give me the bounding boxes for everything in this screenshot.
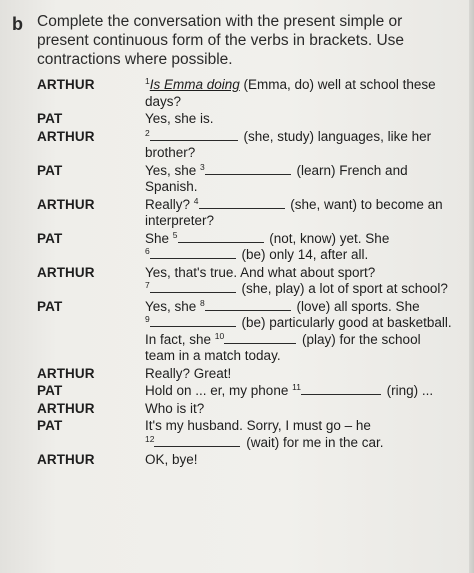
answer-blank[interactable] (199, 197, 285, 209)
speech-text (145, 163, 453, 196)
speech-text (145, 299, 453, 365)
speech-segment: (she, want) to become an interpreter? (145, 196, 443, 228)
gap-number: 1 (145, 76, 150, 86)
speech-segment: Yes, that's true. And what about sport? (145, 264, 376, 280)
speech-segment: (be) particularly good at basketball. In fact, she (145, 315, 452, 347)
conversation-turn (37, 111, 457, 128)
speaker-name: ARTHUR (37, 128, 95, 144)
answer-blank[interactable] (150, 281, 236, 293)
answer-blank[interactable] (205, 299, 291, 311)
answer-blank[interactable] (150, 129, 238, 141)
speaker-name: ARTHUR (37, 77, 95, 92)
conversation (37, 77, 457, 470)
speaker-name: ARTHUR (37, 400, 95, 416)
speech-text (145, 383, 453, 400)
speech-segment: (she, play) a lot of sport at school? (237, 281, 448, 296)
conversation-turn (37, 452, 457, 469)
gap-number: 12 (145, 433, 155, 444)
speech-segment: (love) all sports. She (292, 298, 420, 314)
speaker-name: PAT (37, 162, 63, 178)
gap-number: 11 (292, 382, 301, 392)
speech-segment: Yes, she is. (145, 111, 214, 126)
speech-text (145, 418, 453, 451)
speech-segment: Really? Great! (145, 365, 232, 381)
gap-number: 4 (193, 195, 199, 206)
gap-number: 6 (145, 246, 150, 256)
speech-text (145, 111, 453, 128)
example-answer: Is Emma doing (149, 77, 240, 92)
gap-number: 5 (172, 229, 178, 240)
speech-text (145, 366, 453, 383)
conversation-turn (37, 163, 457, 196)
answer-blank[interactable] (205, 163, 291, 175)
speech-text (145, 231, 453, 264)
answer-blank[interactable] (178, 231, 264, 243)
speech-segment: Hold on ... er, my phone (145, 383, 293, 398)
speech-segment: Yes, she (145, 298, 201, 314)
speech-text (145, 452, 453, 469)
speech-segment: She (145, 230, 173, 246)
speech-segment: Really? (145, 196, 194, 212)
speaker-name: PAT (37, 418, 63, 433)
answer-blank[interactable] (224, 332, 296, 344)
speech-text (145, 265, 453, 298)
speech-segment: (wait) for me in the car. (242, 434, 384, 450)
speech-segment: (Emma, do) well at school these days? (145, 77, 436, 109)
speaker-name: PAT (37, 298, 63, 314)
speech-text (145, 129, 453, 162)
speech-segment: (ring) ... (382, 383, 434, 398)
conversation-turn (37, 129, 457, 162)
speech-segment: Yes, she (145, 162, 201, 178)
conversation-turn (37, 299, 457, 365)
speech-segment: (play) for the school team in a match today. (145, 331, 421, 363)
conversation-turn (37, 418, 457, 451)
speech-text (145, 401, 453, 418)
speech-segment: Who is it? (145, 400, 205, 416)
speaker-name: ARTHUR (37, 264, 95, 280)
conversation-turn (37, 265, 457, 298)
speaker-name: PAT (37, 111, 63, 126)
conversation-turn (37, 401, 457, 418)
gap-number: 9 (145, 314, 150, 324)
speech-segment: (not, know) yet. She (265, 230, 390, 246)
speech-segment: (learn) French and Spanish. (145, 162, 408, 194)
speaker-name: PAT (37, 230, 63, 246)
gap-number: 7 (145, 280, 150, 290)
answer-blank[interactable] (154, 435, 240, 447)
answer-blank[interactable] (301, 383, 381, 395)
conversation-turn (37, 197, 457, 230)
speaker-name: ARTHUR (37, 365, 95, 381)
exercise-letter: b (12, 14, 23, 34)
gap-number: 3 (200, 161, 205, 172)
conversation-turn (37, 383, 457, 400)
speech-segment: (be) only 14, after all. (237, 247, 369, 262)
speaker-name: ARTHUR (37, 452, 95, 467)
answer-blank[interactable] (150, 247, 236, 259)
exercise-instruction: Complete the conversation with the present simple or present continuous form of the verbs in brackets. Use contractions where possible. (37, 13, 405, 68)
speech-text (145, 77, 453, 110)
page-edge-shadow (469, 0, 474, 573)
conversation-turn (37, 366, 457, 383)
speaker-name: PAT (37, 383, 63, 398)
speech-text (145, 197, 453, 230)
speaker-name: ARTHUR (37, 196, 95, 212)
conversation-turn (37, 77, 457, 110)
answer-blank[interactable] (150, 315, 236, 327)
speech-segment: It's my husband. Sorry, I must go – he (145, 418, 371, 433)
gap-number: 8 (200, 297, 205, 308)
gap-number: 2 (145, 127, 150, 138)
speech-segment: OK, bye! (145, 452, 198, 467)
conversation-turn (37, 231, 457, 264)
speech-segment: (she, study) languages, like her brother? (145, 128, 432, 160)
gap-number: 10 (214, 330, 225, 341)
